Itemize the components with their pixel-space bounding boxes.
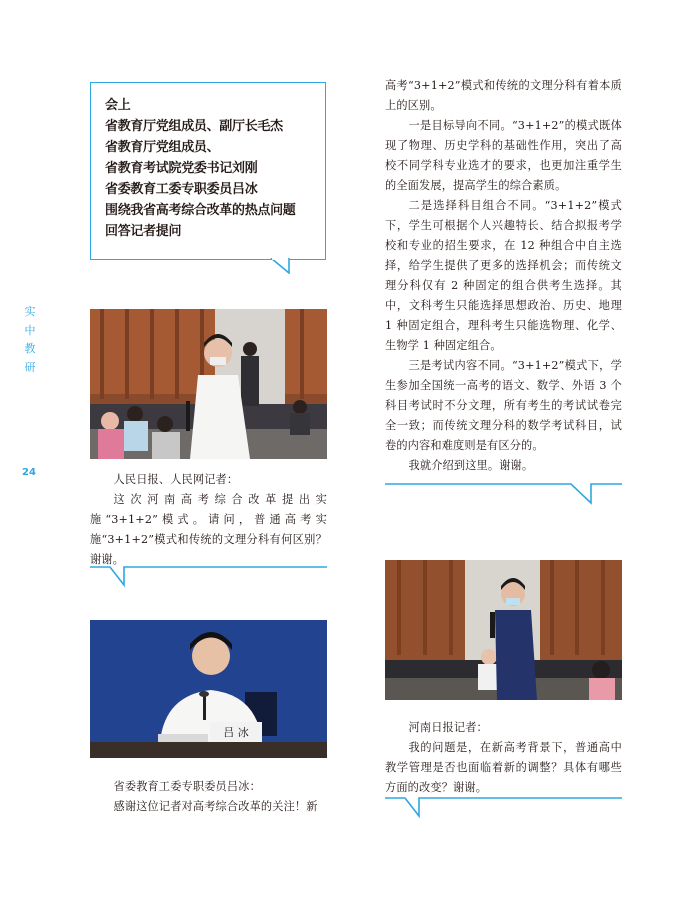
question-1 [90,470,327,570]
divider [385,797,622,819]
question-1-speaker: 人民日报、人民网记者： [113,473,239,486]
answer-1-point: 二是选择科目组合不同。“3+1+2”模式下，学生可根据个人兴趣特长、结合拟报考学校和专业的招生要求，在 12 种组合中自主选择，给学生提供了更多的选择机会；而传统文理分科仅有 2 种固定的组合供考生选择。其中，文科考生只能选择思想政治、历史、地理 1 种固定组合，理科考生只能选物理、化学、生物学 1 种固定组合。 [385,199,622,352]
section-label-char: 研 [24,360,36,374]
intro-callout [90,82,326,260]
intro-line: 省教育厅党组成员、副厅长毛杰 [105,119,283,134]
page-number: 24 [22,467,36,478]
intro-line: 会上 [105,98,131,113]
nameplate: 吕 冰 [223,726,249,739]
callout-tail [270,258,310,274]
answer-1-continued [385,76,622,476]
intro-line: 围绕我省高考综合改革的热点问题 [105,203,296,218]
question-2-text: 我的问题是，在新高考背景下，普通高中教学管理是否也面临着新的调整？具体有哪些方面的改变？谢谢。 [385,741,622,794]
section-label-char: 教 [24,342,36,355]
answer-1-text-start: 感谢这位记者对高考综合改革的关注！新 [113,800,318,813]
answer-1-continuation: 高考“3+1+2”模式和传统的文理分科有着本质上的区别。 [385,79,622,112]
answer-1-speaker: 省委教育工委专职委员吕冰： [113,780,261,793]
photo-official-lv-bing [90,620,327,758]
question-2-speaker: 河南日报记者： [408,721,488,734]
section-label [22,303,38,377]
section-label-char: 中 [24,323,36,337]
intro-line: 回答记者提问 [105,224,182,239]
intro-line: 省教育厅党组成员、 [105,140,220,155]
answer-1-start [90,777,327,817]
photo-reporter-people-daily [90,309,327,459]
intro-line: 省委教育工委专职委员吕冰 [105,182,258,197]
question-2 [385,718,622,798]
divider [90,566,327,588]
intro-line: 省教育考试院党委书记刘刚 [105,161,258,176]
section-label-char: 实 [24,305,36,318]
answer-1-closing: 我就介绍到这里。谢谢。 [408,459,534,472]
answer-1-point: 三是考试内容不同。“3+1+2”模式下，学生参加全国统一高考的语文、数学、外语 3 个科目考试时不分文理，所有考生的考试试卷完全一致；而传统文理分科的数学考试科目，试卷的内容和难度则是有区分的。 [385,359,622,452]
divider [385,483,622,505]
photo-reporter-henan-daily [385,560,622,700]
answer-1-point: 一是目标导向不同。“3+1+2”的模式既体现了物理、历史学科的基础性作用，突出了高校不同学科专业选才的要求，也更加注重学生的全面发展，提高学生的综合素质。 [385,119,622,192]
question-1-text: 这次河南高考综合改革提出实施“3+1+2”模式。请问，普通高考实施“3+1+2”模式和传统的文理分科有何区别？谢谢。 [90,493,327,566]
